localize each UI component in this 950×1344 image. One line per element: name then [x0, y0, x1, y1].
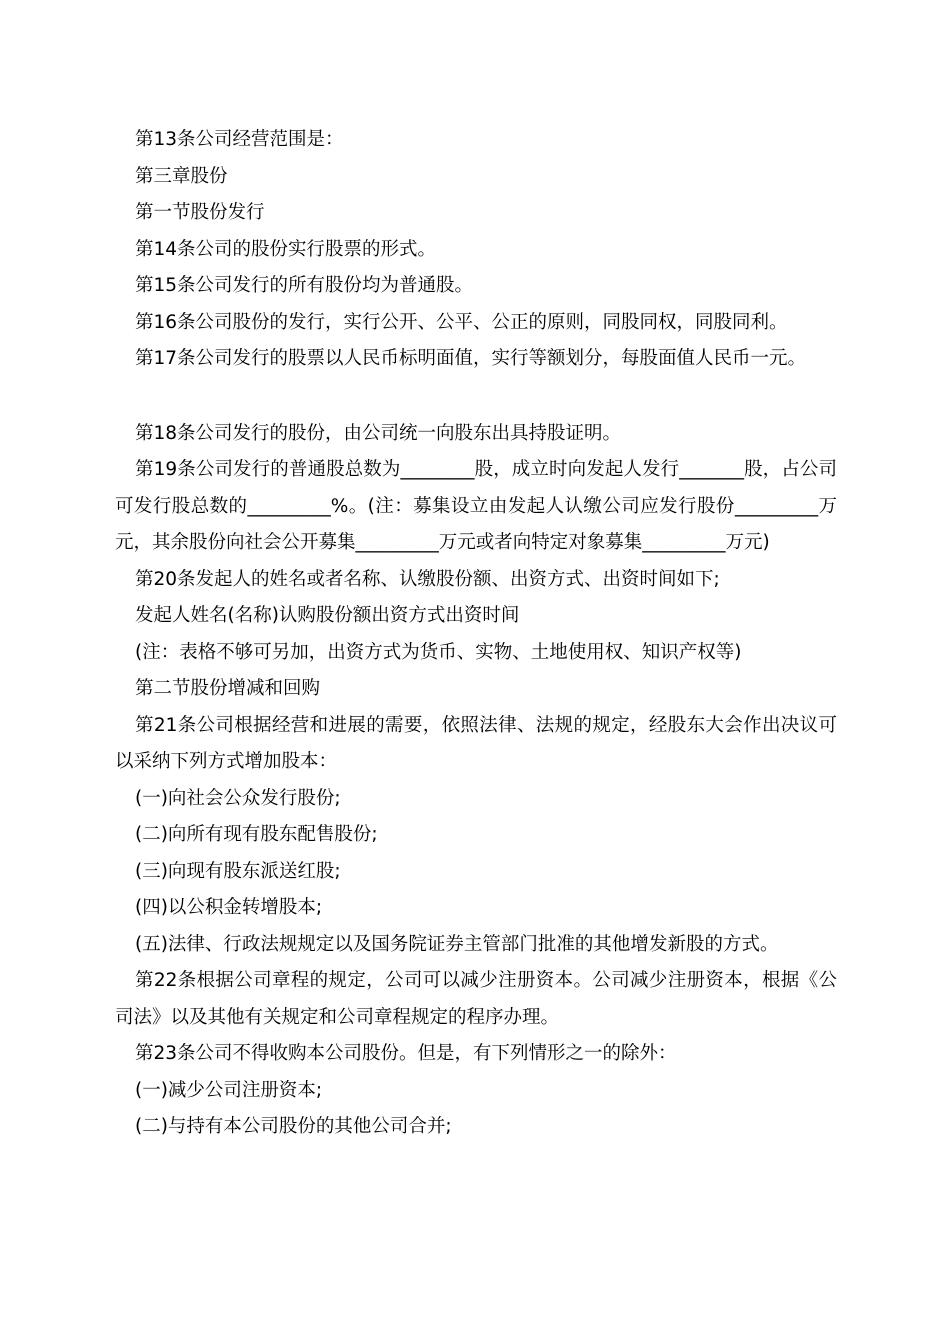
article-21: 第21条公司根据经营和进展的需要，依照法律、法规的规定，经股东大会作出决议可以采纳下列方式增加股本：: [115, 714, 837, 772]
list-item: (四)以公积金转增股本;: [135, 897, 323, 918]
article-23: 第23条公司不得收购本公司股份。但是，有下列情形之一的除外：: [135, 1043, 677, 1064]
blank-line: [115, 378, 837, 416]
section-2-heading: 第二节股份增减和回购: [135, 678, 321, 699]
list-item: (二)向所有现有股东配售股份;: [135, 824, 378, 845]
article-19: 第19条公司发行的普通股总数为________股，成立时向发起人发行_______股，占公司可发行股总数的_________%。(注：募集设立由发起人认缴公司应发行股份_________万元，其余股份向社会公开募集_________万元或者向特定对象募集_________万元): [115, 459, 837, 553]
article-17: 第17条公司发行的股票以人民币标明面值，实行等额划分，每股面值人民币一元。: [135, 348, 807, 369]
article-18: 第18条公司发行的股份，由公司统一向股东出具持股证明。: [135, 422, 622, 444]
article-16: 第16条公司股份的发行，实行公开、公平、公正的原则，同股同权，同股同利。: [135, 311, 788, 333]
list-item: (一)减少公司注册资本;: [135, 1079, 323, 1101]
section-1-heading: 第一节股份发行: [135, 202, 265, 223]
list-item: (三)向现有股东派送红股;: [135, 860, 341, 882]
founder-table-header: 发起人姓名(名称)认购股份额出资方式出资时间: [135, 605, 520, 626]
founder-table-note: (注：表格不够可另加，出资方式为货币、实物、土地使用权、知识产权等): [135, 641, 742, 663]
chapter-3-heading: 第三章股份: [135, 165, 228, 187]
article-15: 第15条公司发行的所有股份均为普通股。: [135, 275, 474, 296]
document-body: [115, 122, 837, 1146]
article-20: 第20条发起人的姓名或者名称、认缴股份额、出资方式、出资时间如下;: [135, 568, 720, 590]
list-item: (五)法律、行政法规规定以及国务院证券主管部门批准的其他增发新股的方式。: [135, 933, 779, 955]
list-item: (二)与持有本公司股份的其他公司合并;: [135, 1116, 452, 1137]
list-item: (一)向社会公众发行股份;: [135, 787, 341, 809]
article-14: 第14条公司的股份实行股票的形式。: [135, 238, 437, 260]
article-22: 第22条根据公司章程的规定，公司可以减少注册资本。公司减少注册资本，根据《公司法》以及其他有关规定和公司章程规定的程序办理。: [115, 970, 837, 1028]
article-13: 第13条公司经营范围是：: [135, 129, 344, 150]
